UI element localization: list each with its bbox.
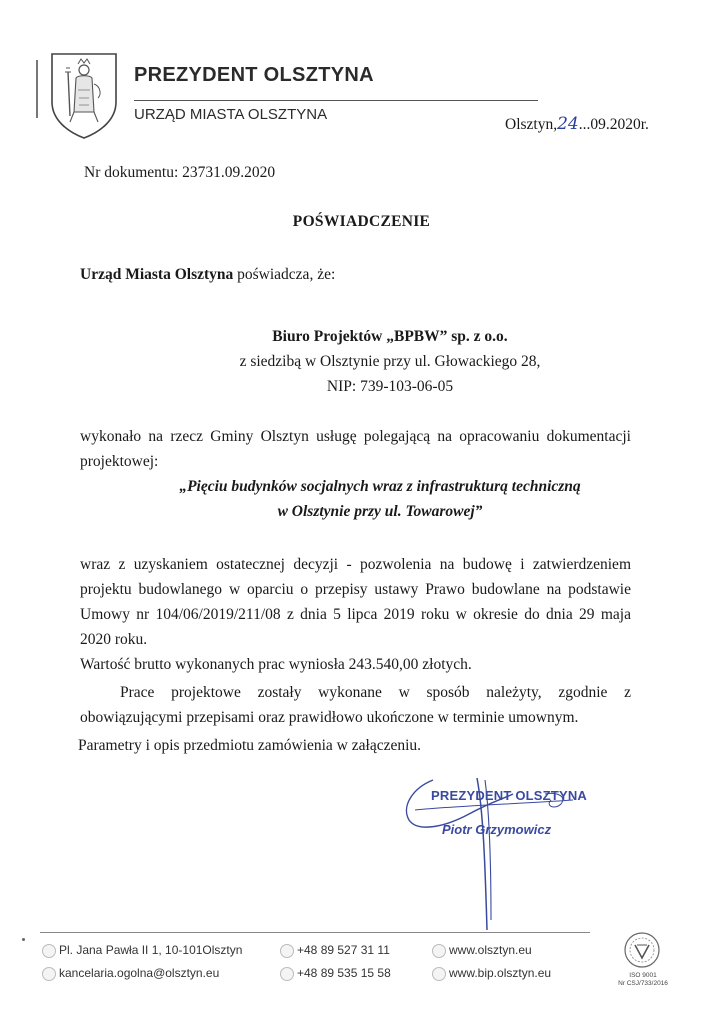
stamp-title: PREZYDENT OLSZTYNA xyxy=(431,788,587,803)
project-title-line-2: w Olsztynie przy ul. Towarowej” xyxy=(277,503,483,520)
footer-email-text: kancelaria.ogolna@olsztyn.eu xyxy=(59,966,220,980)
office-title: PREZYDENT OLSZTYNA xyxy=(134,64,374,86)
intro-rest: poświadcza, że: xyxy=(233,266,336,283)
footer-email xyxy=(42,966,219,981)
footer-bip-website xyxy=(432,966,551,981)
footer-address xyxy=(42,943,242,958)
intro-issuer: Urząd Miasta Olsztyna xyxy=(80,266,234,283)
contract-value: Wartość brutto wykonanych prac wyniosła 243.540,00 złotych. xyxy=(80,656,472,673)
date-day-handwritten: 24 xyxy=(557,114,579,134)
iso-certification-icon xyxy=(622,930,662,970)
document-heading: POŚWIADCZENIE xyxy=(292,213,431,230)
company-address: z siedzibą w Olsztynie przy ul. Głowackiego 28, xyxy=(239,353,541,370)
fax-icon xyxy=(280,967,294,981)
globe-icon xyxy=(432,944,446,958)
stamp-signatory-name: Piotr Grzymowicz xyxy=(442,822,552,837)
margin-mark xyxy=(36,60,38,118)
footer-phone-2-text: +48 89 535 15 58 xyxy=(297,966,391,980)
date-place: Olsztyn, xyxy=(505,116,558,133)
scope-text: wraz z uzyskaniem ostatecznej decyzji - pozwolenia na budowę i zatwierdzeniem projektu budowlanego w oparciu o przepisy ustawy Prawo budowlane na podstawie Umowy nr 104/06/2019/211/08 z dnia 5 lipca 2019 roku w okresie do dnia 29 maja 2020 roku. xyxy=(80,556,631,648)
envelope-icon xyxy=(42,967,56,981)
footer-divider xyxy=(40,932,590,933)
service-paragraph: wykonało na rzecz Gminy Olsztyn usługę polegającą na opracowaniu dokumentacji projektowej: xyxy=(80,428,631,470)
intro-sentence xyxy=(80,262,335,287)
project-title-line-1: „Pięciu budynków socjalnych wraz z infrastrukturą techniczną xyxy=(179,478,581,495)
olsztyn-coat-of-arms-icon xyxy=(48,50,120,140)
quality-paragraph xyxy=(80,680,631,730)
document-number: Nr dokumentu: 23731.09.2020 xyxy=(84,164,276,181)
globe-icon xyxy=(432,967,446,981)
date-rest: ...09.2020r. xyxy=(578,116,649,133)
footer-phone-2 xyxy=(280,966,391,981)
quality-text: Prace projektowe zostały wykonane w sposób należyty, zgodnie z obowiązującymi przepisami oraz prawidłowo ukończone w terminie umownym. xyxy=(80,684,631,726)
project-title xyxy=(80,474,680,524)
footer-phone-1-text: +48 89 527 31 11 xyxy=(297,943,390,957)
header-divider xyxy=(134,100,538,101)
footer-bip-website-text: www.bip.olsztyn.eu xyxy=(449,966,552,980)
company-nip: NIP: 739-103-06-05 xyxy=(326,378,454,395)
scope-paragraph xyxy=(80,552,631,677)
iso-standard-label: ISO 9001 xyxy=(629,972,657,979)
attachment-note: Parametry i opis przedmiotu zamówienia w załączeniu. xyxy=(78,737,422,754)
margin-dot xyxy=(22,938,25,941)
footer-website-text: www.olsztyn.eu xyxy=(449,943,532,957)
iso-certificate-number: Nr CSJ/733/2016 xyxy=(618,980,668,987)
office-subtitle: URZĄD MIASTA OLSZTYNA xyxy=(134,106,328,123)
document-date xyxy=(505,114,649,134)
footer-phone-1 xyxy=(280,943,390,958)
phone-icon xyxy=(280,944,294,958)
company-name: Biuro Projektów „BPBW” sp. z o.o. xyxy=(272,328,508,345)
footer-website xyxy=(432,943,532,958)
location-pin-icon xyxy=(42,944,56,958)
footer-address-text: Pl. Jana Pawła II 1, 10-101Olsztyn xyxy=(59,943,243,957)
